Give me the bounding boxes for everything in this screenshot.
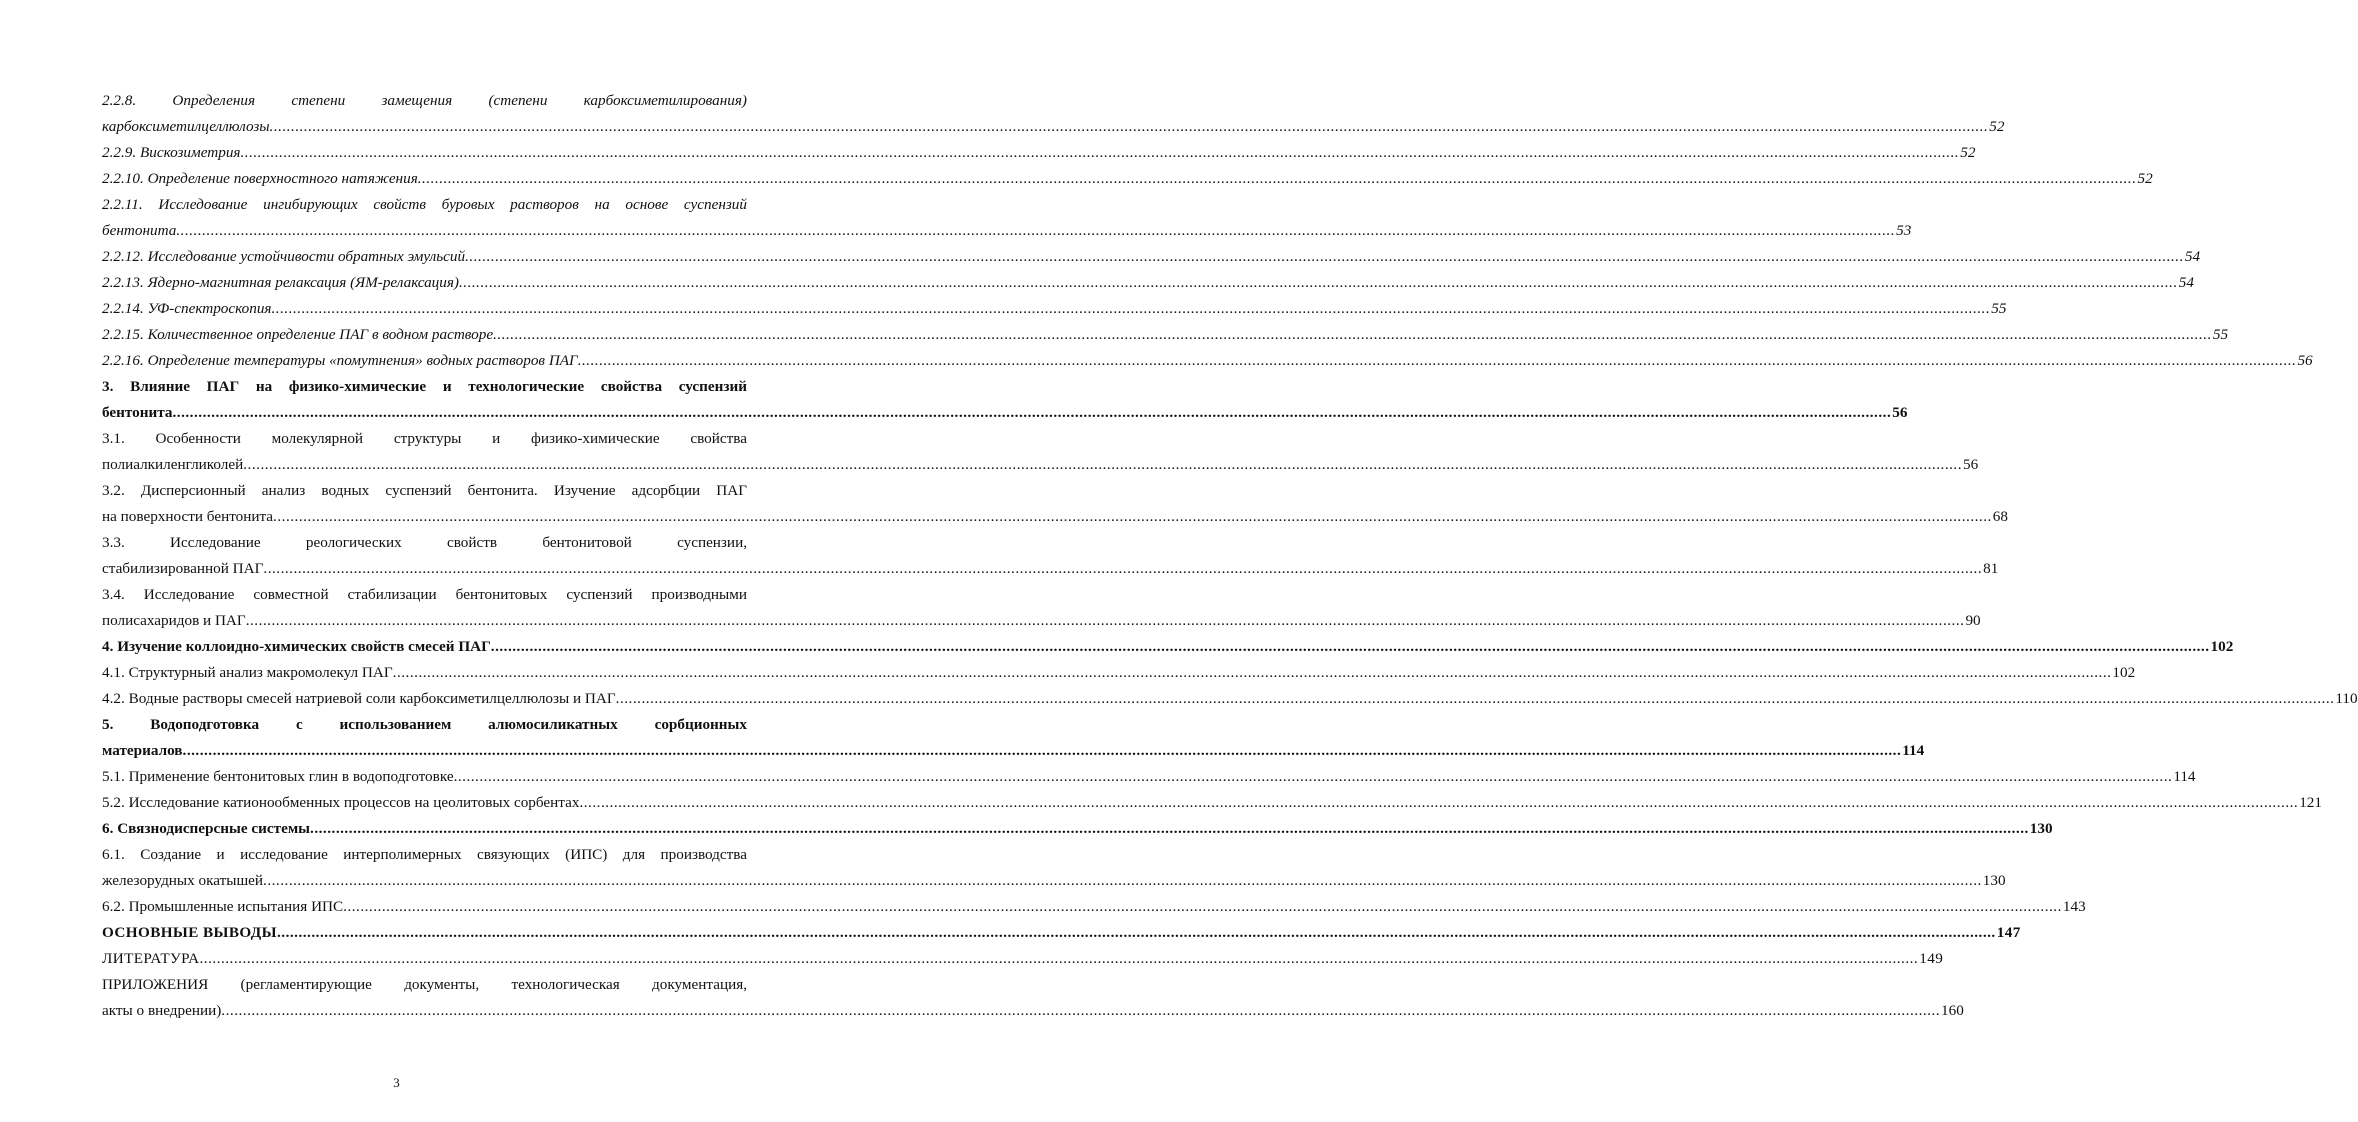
toc-entry-line: 3.2. Дисперсионный анализ водных суспензий бентонита. Изучение адсорбции ПАГ: [102, 482, 747, 499]
toc-entry-page: 147: [1996, 924, 2021, 941]
toc-entry-line: [102, 244, 2201, 270]
toc-entry-title: 6.2. Промышленные испытания ИПС: [102, 898, 344, 915]
toc-entry-page: 102: [2112, 664, 2136, 681]
toc-entry-line: [102, 504, 2008, 530]
dot-leader: ................................................................................................................................................................................................................................................................................................................................................................................................................: [172, 404, 1892, 421]
toc-entry-page: 52: [2137, 170, 2153, 187]
toc-entry-title: 2.2.15. Количественное определение ПАГ в водном растворе: [102, 326, 494, 343]
toc-entry-page: 53: [1896, 222, 1912, 239]
dot-leader: ................................................................................................................................................................................................................................................................................................................................................................................................................: [243, 456, 1962, 473]
toc-entry-line: [102, 322, 2229, 348]
toc-entry-page: 56: [1963, 456, 1979, 473]
toc-entry-line: [102, 738, 1925, 764]
toc-entry-title: 2.2.10. Определение поверхностного натяжения: [102, 170, 418, 187]
toc-entry-page: 149: [1919, 950, 1944, 967]
toc-entry-line: 5. Водоподготовка с использованием алюмосиликатных сорбционных: [102, 716, 747, 733]
toc-entry-page: 54: [2178, 274, 2194, 291]
toc-entry-page: 102: [2210, 638, 2234, 655]
toc-entry-title: полиалкиленгликолей: [102, 456, 244, 473]
toc-entry-page: 114: [1902, 742, 1925, 759]
toc-entry-page: 121: [2299, 794, 2322, 811]
toc-entry-line: 3.3. Исследование реологических свойств бентонитовой суспензии,: [102, 534, 747, 551]
dot-leader: ................................................................................................................................................................................................................................................................................................................................................................................................................: [577, 352, 2297, 369]
toc-entry-page: 81: [1983, 560, 1999, 577]
dot-leader: ................................................................................................................................................................................................................................................................................................................................................................................................................: [417, 170, 2137, 187]
toc-entry-line: [102, 920, 2021, 946]
toc-entry-title: 5.1. Применение бентонитовых глин в водоподготовке: [102, 768, 454, 785]
toc-entry-title: железорудных окатышей: [102, 872, 264, 889]
toc-entry-page: 130: [2029, 820, 2053, 837]
toc-entry-title: 5.2. Исследование катионообменных процессов на цеолитовых сорбентах: [102, 794, 580, 811]
toc-entry-title: 4. Изучение коллоидно-химических свойств смесей ПАГ: [102, 638, 491, 655]
toc-entry-title: 2.2.13. Ядерно-магнитная релаксация (ЯМ-релаксация): [102, 274, 459, 291]
toc-entry-line: [102, 634, 2234, 660]
toc-entry-line: [102, 998, 1964, 1024]
dot-leader: ................................................................................................................................................................................................................................................................................................................................................................................................................: [263, 872, 1982, 889]
toc-entry-page: 52: [1960, 144, 1976, 161]
toc-entry-line: [102, 166, 2153, 192]
dot-leader: ................................................................................................................................................................................................................................................................................................................................................................................................................: [199, 950, 1919, 967]
toc-entry-title: 4.1. Структурный анализ макромолекул ПАГ: [102, 664, 393, 681]
toc-entry-line: [102, 452, 1979, 478]
dot-leader: ................................................................................................................................................................................................................................................................................................................................................................................................................: [490, 638, 2210, 655]
toc-entry-page: 90: [1965, 612, 1981, 629]
toc-entry-title: 6. Связнодисперсные системы: [102, 820, 311, 837]
toc-entry-title: 2.2.14. УФ-спектроскопия: [102, 300, 272, 317]
toc-entry-page: 56: [1892, 404, 1908, 421]
toc-entry-title: на поверхности бентонита: [102, 508, 274, 525]
toc-entry-line: [102, 946, 1944, 972]
toc-entry-title: 2.2.16. Определение температуры «помутнения» водных растворов ПАГ: [102, 352, 578, 369]
dot-leader: ................................................................................................................................................................................................................................................................................................................................................................................................................: [465, 248, 2184, 265]
toc-entry-title: стабилизированной ПАГ: [102, 560, 264, 577]
toc-entry-line: [102, 608, 1981, 634]
dot-leader: ................................................................................................................................................................................................................................................................................................................................................................................................................: [392, 664, 2112, 681]
dot-leader: ................................................................................................................................................................................................................................................................................................................................................................................................................: [245, 612, 1965, 629]
dot-leader: ................................................................................................................................................................................................................................................................................................................................................................................................................: [271, 300, 1991, 317]
toc-entry-title: ОСНОВНЫЕ ВЫВОДЫ: [102, 924, 277, 941]
table-of-contents: [102, 88, 2358, 1024]
dot-leader: ................................................................................................................................................................................................................................................................................................................................................................................................................: [310, 820, 2029, 837]
toc-entry-page: 56: [2297, 352, 2313, 369]
toc-entry-line: [102, 114, 2005, 140]
dot-leader: ................................................................................................................................................................................................................................................................................................................................................................................................................: [493, 326, 2212, 343]
toc-entry-title: полисахаридов и ПАГ: [102, 612, 246, 629]
dot-leader: ................................................................................................................................................................................................................................................................................................................................................................................................................: [579, 794, 2299, 811]
toc-entry-line: [102, 270, 2194, 296]
toc-entry-title: бентонита: [102, 222, 177, 239]
page-number: 3: [393, 1075, 400, 1090]
dot-leader: ................................................................................................................................................................................................................................................................................................................................................................................................................: [615, 690, 2335, 707]
dot-leader: ................................................................................................................................................................................................................................................................................................................................................................................................................: [182, 742, 1902, 759]
toc-entry-line: [102, 816, 2053, 842]
toc-entry-title: 4.2. Водные растворы смесей натриевой соли карбоксиметилцеллюлозы и ПАГ: [102, 690, 616, 707]
toc-entry-page: 55: [1991, 300, 2007, 317]
toc-entry-line: [102, 660, 2136, 686]
toc-entry-page: 55: [2212, 326, 2229, 343]
dot-leader: ................................................................................................................................................................................................................................................................................................................................................................................................................: [269, 118, 1989, 135]
toc-entry-line: [102, 348, 2313, 374]
toc-entry-page: 160: [1941, 1002, 1964, 1019]
toc-entry-page: 114: [2173, 768, 2196, 785]
dot-leader: ................................................................................................................................................................................................................................................................................................................................................................................................................: [176, 222, 1896, 239]
toc-entry-page: 54: [2184, 248, 2201, 265]
dot-leader: ................................................................................................................................................................................................................................................................................................................................................................................................................: [276, 924, 1996, 941]
toc-entry-title: акты о внедрении): [102, 1002, 222, 1019]
toc-entry-line: 6.1. Создание и исследование интерполимерных связующих (ИПС) для производства: [102, 846, 747, 863]
toc-entry-line: [102, 686, 2358, 712]
toc-entry-title: материалов: [102, 742, 183, 759]
dot-leader: ................................................................................................................................................................................................................................................................................................................................................................................................................: [273, 508, 1992, 525]
toc-entry-line: 3. Влияние ПАГ на физико-химические и технологические свойства суспензий: [102, 378, 747, 395]
toc-entry-page: 143: [2062, 898, 2086, 915]
toc-entry-line: [102, 556, 1999, 582]
toc-entry-title: карбоксиметилцеллюлозы: [102, 118, 270, 135]
toc-entry-title: ЛИТЕРАТУРА: [102, 950, 200, 967]
toc-entry-title: 2.2.12. Исследование устойчивости обратных эмульсий: [102, 248, 466, 265]
toc-entry-line: [102, 218, 1912, 244]
dot-leader: ................................................................................................................................................................................................................................................................................................................................................................................................................: [221, 1002, 1941, 1019]
toc-entry-line: 3.4. Исследование совместной стабилизации бентонитовых суспензий производными: [102, 586, 747, 603]
toc-entry-line: [102, 790, 2322, 816]
toc-entry-line: [102, 894, 2086, 920]
toc-entry-line: [102, 140, 1976, 166]
dot-leader: ................................................................................................................................................................................................................................................................................................................................................................................................................: [240, 144, 1960, 161]
toc-entry-line: 3.1. Особенности молекулярной структуры и физико-химические свойства: [102, 430, 747, 447]
dot-leader: ................................................................................................................................................................................................................................................................................................................................................................................................................: [453, 768, 2173, 785]
toc-entry-page: 130: [1982, 872, 2006, 889]
dot-leader: ................................................................................................................................................................................................................................................................................................................................................................................................................: [263, 560, 1983, 577]
toc-entry-line: 2.2.8. Определения степени замещения (степени карбоксиметилирования): [102, 92, 747, 109]
toc-entry-line: ПРИЛОЖЕНИЯ (регламентирующие документы, технологическая документация,: [102, 976, 747, 993]
toc-entry-page: 68: [1992, 508, 2008, 525]
toc-entry-line: [102, 868, 2006, 894]
toc-entry-title: 2.2.9. Вискозиметрия: [102, 144, 241, 161]
toc-entry-title: бентонита: [102, 404, 173, 421]
toc-entry-page: 110: [2335, 690, 2358, 707]
toc-entry-line: [102, 296, 2007, 322]
toc-entry-line: [102, 400, 1908, 426]
dot-leader: ................................................................................................................................................................................................................................................................................................................................................................................................................: [343, 898, 2062, 915]
dot-leader: ................................................................................................................................................................................................................................................................................................................................................................................................................: [458, 274, 2178, 291]
toc-entry-line: 2.2.11. Исследование ингибирующих свойств буровых растворов на основе суспензий: [102, 196, 747, 213]
toc-entry-page: 52: [1989, 118, 2005, 135]
toc-entry-line: [102, 764, 2196, 790]
